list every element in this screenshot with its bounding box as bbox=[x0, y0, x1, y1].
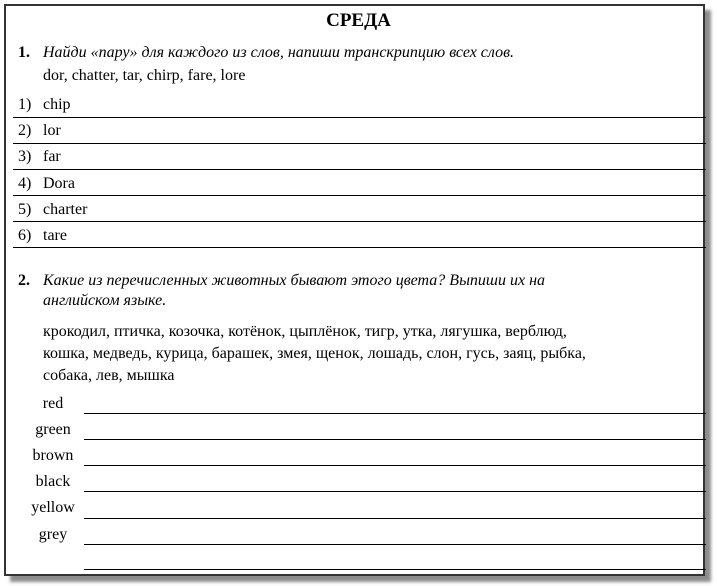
answer-line[interactable] bbox=[84, 569, 706, 570]
answer-line[interactable] bbox=[13, 169, 706, 170]
item-number: 2) bbox=[18, 122, 32, 139]
animals-line-3: собака, лев, мышка bbox=[43, 367, 175, 384]
color-label-green: green bbox=[35, 421, 71, 438]
task2-instruction-line2: английском языке. bbox=[43, 292, 167, 309]
answer-line[interactable] bbox=[13, 143, 706, 144]
task1-word-bank: dor, chatter, tar, chirp, fare, lore bbox=[43, 67, 246, 84]
answer-line[interactable] bbox=[84, 544, 706, 545]
item-word: Dora bbox=[43, 175, 75, 192]
item-number: 1) bbox=[18, 96, 32, 113]
task1-number: 1. bbox=[18, 44, 30, 61]
answer-line[interactable] bbox=[84, 518, 706, 519]
color-label-brown: brown bbox=[32, 447, 74, 464]
task1-instruction: Найди «пару» для каждого из слов, напиши транскрипцию всех слов. bbox=[43, 44, 515, 61]
item-number: 4) bbox=[18, 175, 32, 192]
answer-line[interactable] bbox=[84, 465, 706, 466]
item-number: 5) bbox=[18, 201, 32, 218]
item-word: far bbox=[43, 148, 61, 165]
item-word: tare bbox=[43, 227, 67, 244]
color-label-red: red bbox=[42, 395, 64, 412]
answer-line[interactable] bbox=[13, 247, 706, 248]
color-label-black: black bbox=[35, 473, 71, 490]
answer-line[interactable] bbox=[13, 195, 706, 196]
color-label-grey: grey bbox=[38, 526, 68, 543]
animals-line-2: кошка, медведь, курица, барашек, змея, щенок, лошадь, слон, гусь, заяц, рыбка, bbox=[43, 345, 586, 362]
answer-line[interactable] bbox=[13, 117, 706, 118]
color-label-yellow: yellow bbox=[31, 499, 75, 516]
task2-number: 2. bbox=[18, 272, 30, 289]
page-title: СРЕДА bbox=[326, 10, 391, 31]
animals-line-1: крокодил, птичка, козочка, котёнок, цыплёнок, тигр, утка, лягушка, верблюд, bbox=[43, 323, 567, 340]
item-number: 3) bbox=[18, 148, 32, 165]
task2-instruction-line1: Какие из перечисленных животных бывают этого цвета? Выпиши их на bbox=[43, 272, 546, 289]
answer-line[interactable] bbox=[84, 439, 706, 440]
item-number: 6) bbox=[18, 227, 32, 244]
item-word: charter bbox=[43, 201, 88, 218]
answer-line[interactable] bbox=[84, 413, 706, 414]
item-word: chip bbox=[43, 96, 71, 113]
item-word: lor bbox=[43, 122, 61, 139]
answer-line[interactable] bbox=[13, 221, 706, 222]
answer-line[interactable] bbox=[84, 491, 706, 492]
